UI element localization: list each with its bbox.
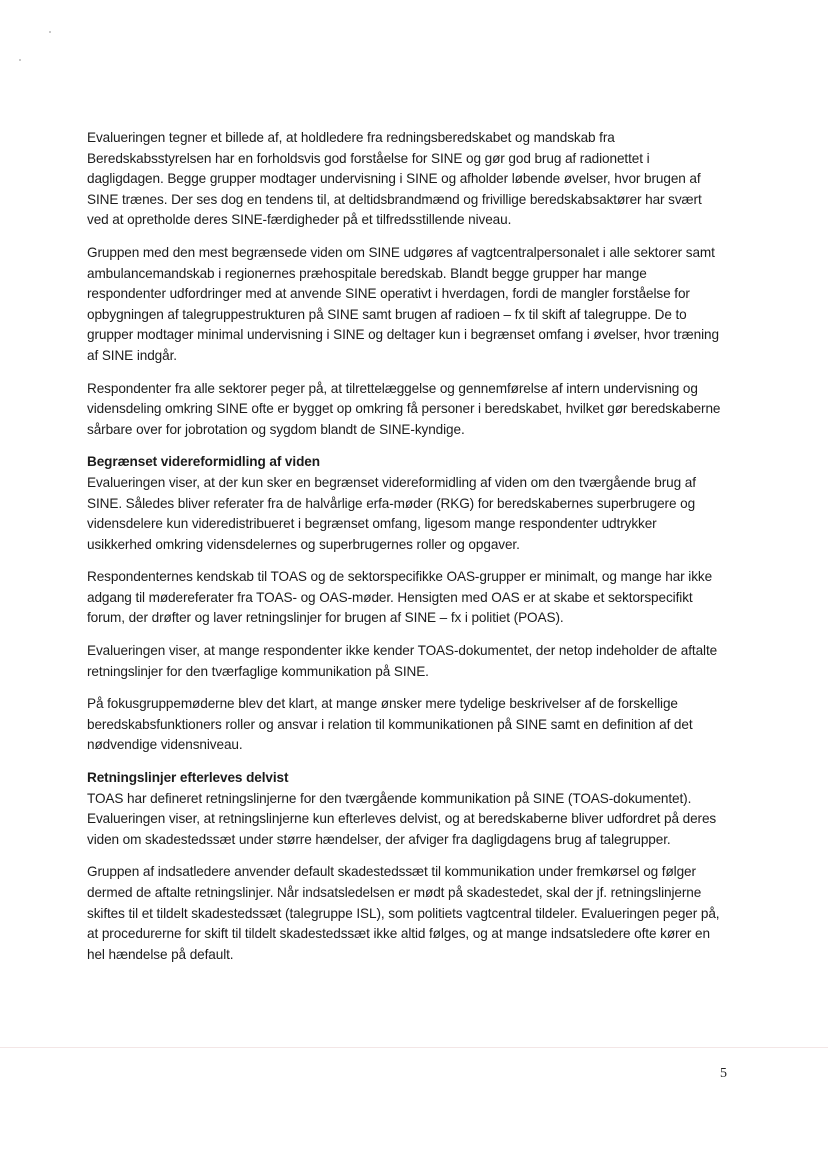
paragraph-text: Respondenternes kendskab til TOAS og de sektorspecifikke OAS-grupper er minimalt, og mange har ikke adgang til mødereferater fra TOAS- og OAS-møder. Hensigten med OAS er at skabe et sektorspecifikt forum, der drøfter og laver retningslinjer for brugen af SINE – fx i politiet (POAS). — [87, 569, 713, 626]
paragraph-text: Gruppen af indsatledere anvender default skadestedssæt til kommunikation under fremkørsel og følger dermed de aftalte retningslinjer. Når indsatsledelsen er mødt på skadestedet, skal der jf. retningslinjerne skiftes til et tildelt skadestedssæt (talegruppe ISL), som politiets vagtcentral tildeler. Evalueringen peger på, at procedurerne for skift til tildelt skadestedssæt ikke altid følges, og at mange indsatsledere ofte kører en hel hændelse på default. — [87, 864, 720, 962]
paragraph-text: Respondenter fra alle sektorer peger på, at tilrettelæggelse og gennemførelse af intern undervisning og vidensdeling omkring SINE ofte er bygget op omkring få personer i beredskabet, hvilket gør beredskaberne sårbare over for jobrotation og sygdom blandt de SINE-kyndige. — [87, 380, 721, 437]
page-fold-line — [0, 1047, 828, 1048]
page-number: 5 — [720, 1066, 727, 1081]
paragraph-text: Evalueringen viser, at mange respondenter ikke kender TOAS-dokumentet, der netop indeholder de aftalte retningslinjer for den tværfaglige kommunikation på SINE. — [87, 643, 718, 679]
paragraph-6 — [87, 641, 723, 682]
paragraph-3 — [87, 379, 723, 441]
scan-speck — [49, 31, 51, 33]
paragraph-text: Evalueringen viser, at der kun sker en begrænset videreformidling af viden om den tværgående brug af SINE. Således bliver referater fra de halvårlige erfa-møder (RKG) for beredskabernes superbrugere og vidensdelere kun videredistribueret i begrænset omfang, ligesom mange respondenter udtrykker usikkerhed omkring vidensdelernes og superbrugernes roller og opgaver. — [87, 474, 696, 552]
paragraph-text: Evalueringen tegner et billede af, at holdledere fra redningsberedskabet og mandskab fra Beredskabsstyrelsen har en forholdsvis god forståelse for SINE og gør god brug af radionettet i dagligdagen. Begge grupper modtager undervisning i SINE og afholder løbende øvelser, hvor brugen af SINE trænes. Der ses dog en tendens til, at deltidsbrandmænd og frivillige beredskabsaktører har svært ved at opretholde deres SINE-færdigheder på et tilfredsstillende niveau. — [87, 130, 702, 228]
paragraph-5 — [87, 567, 723, 629]
paragraph-text: Gruppen med den mest begrænsede viden om SINE udgøres af vagtcentralpersonalet i alle sektorer samt ambulancemandskab i regionernes præhospitale beredskab. Blandt begge grupper har mange respondenter udfordringer med at anvende SINE operativt i hverdagen, fordi de mangler forståelse for opbygningen af talegruppestrukturen på SINE samt brugen af radioen – fx til skift af talegruppe. De to grupper modtager minimal undervisning i SINE og deltager kun i begrænset omfang i øvelser, hvor træning af SINE indgår. — [87, 244, 719, 363]
section-heading: Retningslinjer efterleves delvist — [87, 770, 289, 786]
scan-speck — [19, 59, 21, 61]
paragraph-1 — [87, 128, 723, 231]
section-heading: Begrænset videreformidling af viden — [87, 454, 320, 470]
paragraph-text: På fokusgruppemøderne blev det klart, at mange ønsker mere tydelige beskrivelser af de forskellige beredskabsfunktioners roller og ansvar i relation til kommunikationen på SINE samt en definition af det nødvendige vidensniveau. — [87, 696, 693, 753]
paragraph-text: TOAS har defineret retningslinjerne for den tværgående kommunikation på SINE (TOAS-dokumentet). Evalueringen viser, at retningslinjerne kun efterleves delvist, og at beredskaberne bliver udfordret på deres viden om skadestedssæt under større hændelser, der afviger fra dagligdagens brug af talegrupper. — [87, 790, 717, 847]
document-body — [87, 128, 723, 977]
paragraph-2 — [87, 243, 723, 367]
paragraph-7 — [87, 694, 723, 756]
paragraph-4 — [87, 452, 723, 555]
paragraph-9 — [87, 862, 723, 965]
paragraph-8 — [87, 768, 723, 850]
